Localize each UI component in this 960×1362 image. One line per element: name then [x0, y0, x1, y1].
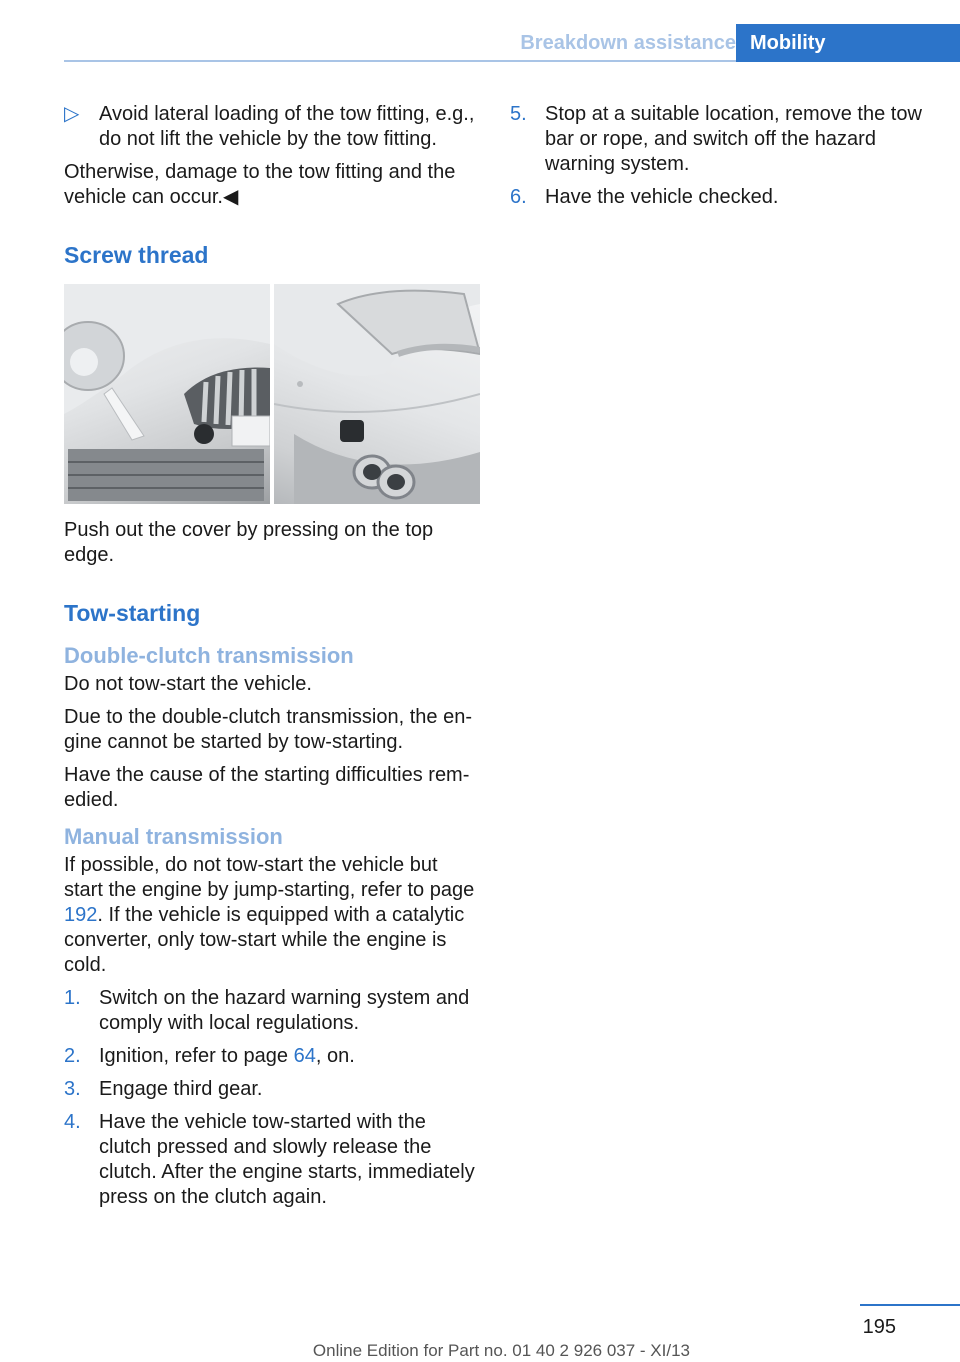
step-item — [64, 986, 480, 1036]
step-text — [99, 1044, 355, 1069]
manual-paragraph — [64, 853, 480, 978]
figure-caption: Push out the cover by pressing on the top edge. — [64, 519, 434, 566]
otherwise-paragraph: Otherwise, damage to the tow fitting and the vehicle can occur.◀ — [64, 161, 456, 208]
step-item — [64, 1110, 480, 1210]
step-number: 3. — [64, 1078, 81, 1100]
page-footer — [0, 1304, 960, 1362]
triangle-bullet-icon: ▷ — [64, 103, 80, 125]
page-link-192[interactable]: 192 — [64, 904, 98, 926]
left-column — [64, 102, 480, 1218]
step-text: Switch on the hazard warning system and comply with local regulations. — [99, 987, 470, 1034]
front-bumper-photo — [64, 284, 270, 504]
step-text: Engage third gear. — [99, 1078, 263, 1100]
step-text-before: Ignition, refer to page — [99, 1045, 294, 1067]
bullet-item — [64, 102, 480, 152]
front-bumper-illustration — [64, 284, 270, 504]
footer-rule — [860, 1304, 960, 1306]
heading-manual-transmission: Manual transmission — [64, 824, 283, 849]
step-item — [64, 1044, 480, 1069]
rear-bumper-illustration — [274, 284, 480, 504]
page-link-64[interactable]: 64 — [293, 1045, 316, 1067]
manual-text-before: If possible, do not tow-start the vehicle but start the engine by jump-starting, refer to page — [64, 854, 475, 901]
manual-text-after: . If the vehicle is equipped with a catalytic converter, only tow-start while the engine is cold. — [64, 904, 465, 976]
step-number: 5. — [510, 103, 527, 125]
tow-fitting-figure — [64, 284, 480, 504]
dct-paragraph-2: Due to the double-clutch transmission, the engine cannot be started by tow-starting. — [64, 706, 473, 753]
step-number: 6. — [510, 186, 527, 208]
heading-double-clutch: Double-clutch transmission — [64, 643, 354, 668]
step-item — [510, 185, 925, 210]
step-number: 1. — [64, 987, 81, 1009]
step-text: Have the vehicle tow-started with the clutch pressed and slowly release the clutch. After the engine starts, immediately press on the clutch again. — [99, 1111, 475, 1208]
header-section-title: Breakdown assistance — [520, 32, 736, 54]
right-column — [510, 102, 925, 218]
dct-paragraph-1: Do not tow-start the vehicle. — [64, 673, 312, 695]
heading-screw-thread: Screw thread — [64, 242, 209, 268]
bullet-text: Avoid lateral loading of the tow fitting, e.g., do not lift the vehicle by the tow fitting. — [99, 103, 475, 150]
step-text: Stop at a suitable location, remove the tow bar or rope, and switch off the hazard warning system. — [545, 103, 922, 175]
heading-tow-starting: Tow-starting — [64, 600, 201, 626]
page-header — [64, 24, 960, 62]
header-chapter-tab: Mobility — [736, 24, 960, 62]
step-number: 2. — [64, 1045, 81, 1067]
edition-text: Online Edition for Part no. 01 40 2 926 037 - XI/13 — [312, 1341, 690, 1360]
step-item — [510, 102, 925, 177]
rear-bumper-photo — [274, 284, 480, 504]
dct-paragraph-3: Have the cause of the starting difficulties remedied. — [64, 764, 470, 811]
step-text: Have the vehicle checked. — [545, 186, 779, 208]
step-item — [64, 1077, 480, 1102]
step-number: 4. — [64, 1111, 81, 1133]
step-text-after: , on. — [315, 1045, 355, 1067]
page-number: 195 — [862, 1316, 896, 1338]
